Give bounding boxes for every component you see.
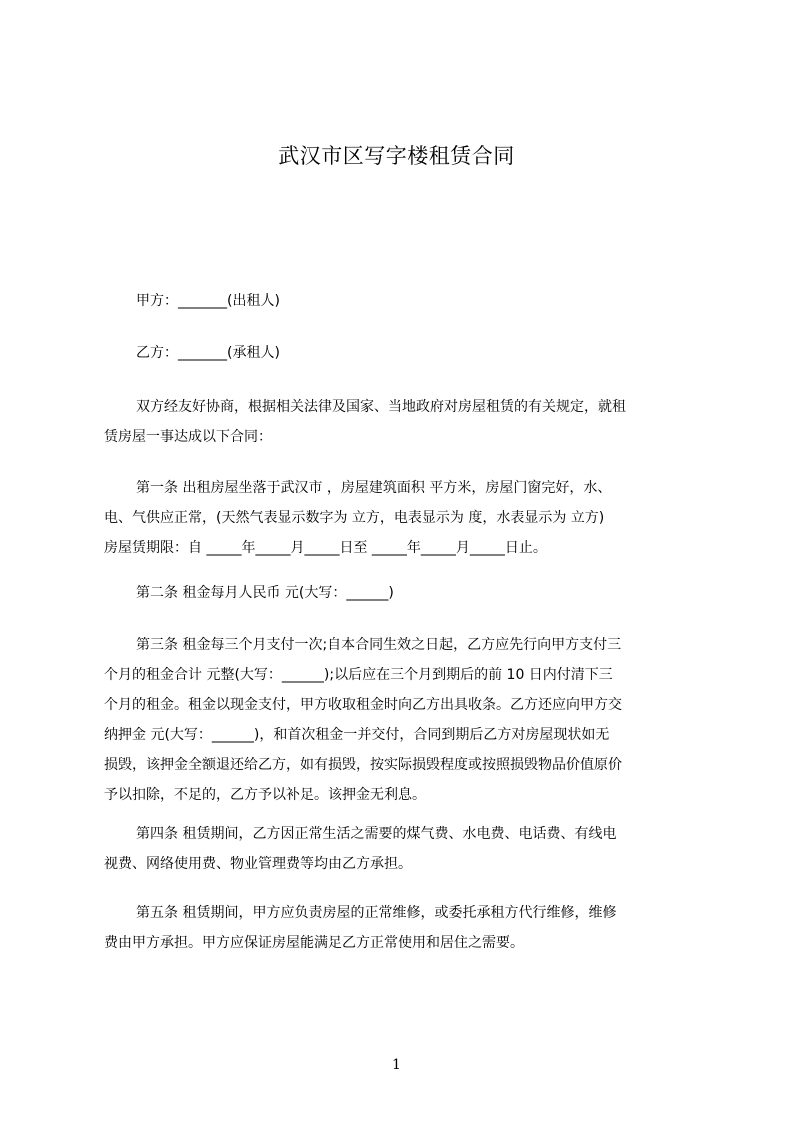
article-5-line: 费由甲方承担。甲方应保证房屋能满足乙方正常使用和居住之需要。 (104, 935, 524, 951)
party-a-line (104, 286, 704, 316)
article-3-paragraph (104, 630, 704, 810)
article-4-line: 第四条 租赁期间，乙方因正常生活之需要的煤气费、水电费、电话费、有线电 (136, 826, 617, 842)
preamble-line: 双方经友好协商，根据相关法律及国家、当地政府对房屋租赁的有关规定，就租 (136, 399, 626, 415)
article-1-line: 电、气供应正常，(天然气表显示数字为 立方，电表显示为 度，水表显示为 立方) (104, 510, 605, 526)
article-2-line: 第二条 租金每月人民币 元(大写：______) (136, 585, 394, 601)
article-4-paragraph (104, 819, 704, 879)
article-5-paragraph (104, 898, 704, 958)
article-1-line: 房屋赁期限：自 _____年_____月_____日至 _____年_____月_____日止。 (104, 540, 547, 556)
party-a-text: 甲方：_______(出租人) (136, 293, 280, 309)
article-3-line: 个月的租金合计 元整(大写：______);以后应在三个月到期后的前 10 日内付清下三 (104, 667, 613, 683)
article-3-line: 个月的租金。租金以现金支付，甲方收取租金时向乙方出具收条。乙方还应向甲方交 (104, 697, 622, 713)
page-number: 1 (392, 1057, 401, 1073)
party-b-text: 乙方：_______(承租人) (136, 345, 280, 361)
article-1-paragraph (104, 473, 704, 563)
article-3-line: 第三条 租金每三个月支付一次;自本合同生效之日起，乙方应先行向甲方支付三 (136, 637, 622, 653)
party-b-line (104, 338, 704, 368)
article-4-line: 视费、网络使用费、物业管理费等均由乙方承担。 (104, 856, 412, 872)
article-3-line: 予以扣除，不足的，乙方予以补足。该押金无利息。 (104, 787, 426, 803)
article-5-line: 第五条 租赁期间，甲方应负责房屋的正常维修，或委托承租方代行维修，维修 (136, 905, 617, 921)
article-1-line: 第一条 出租房屋坐落于武汉市 ，房屋建筑面积 平方米，房屋门窗完好，水、 (136, 480, 612, 496)
article-2-paragraph (104, 578, 704, 608)
preamble-line: 赁房屋一事达成以下合同： (104, 429, 272, 445)
document-title: 武汉市区写字楼租赁合同 (278, 144, 515, 168)
article-3-line: 损毁，该押金全额退还给乙方，如有损毁，按实际损毁程度或按照损毁物品价值原价 (104, 757, 622, 773)
preamble-paragraph (104, 392, 704, 452)
article-3-line: 纳押金 元(大写：______)，和首次租金一并交付，合同到期后乙方对房屋现状如无 (104, 727, 610, 743)
